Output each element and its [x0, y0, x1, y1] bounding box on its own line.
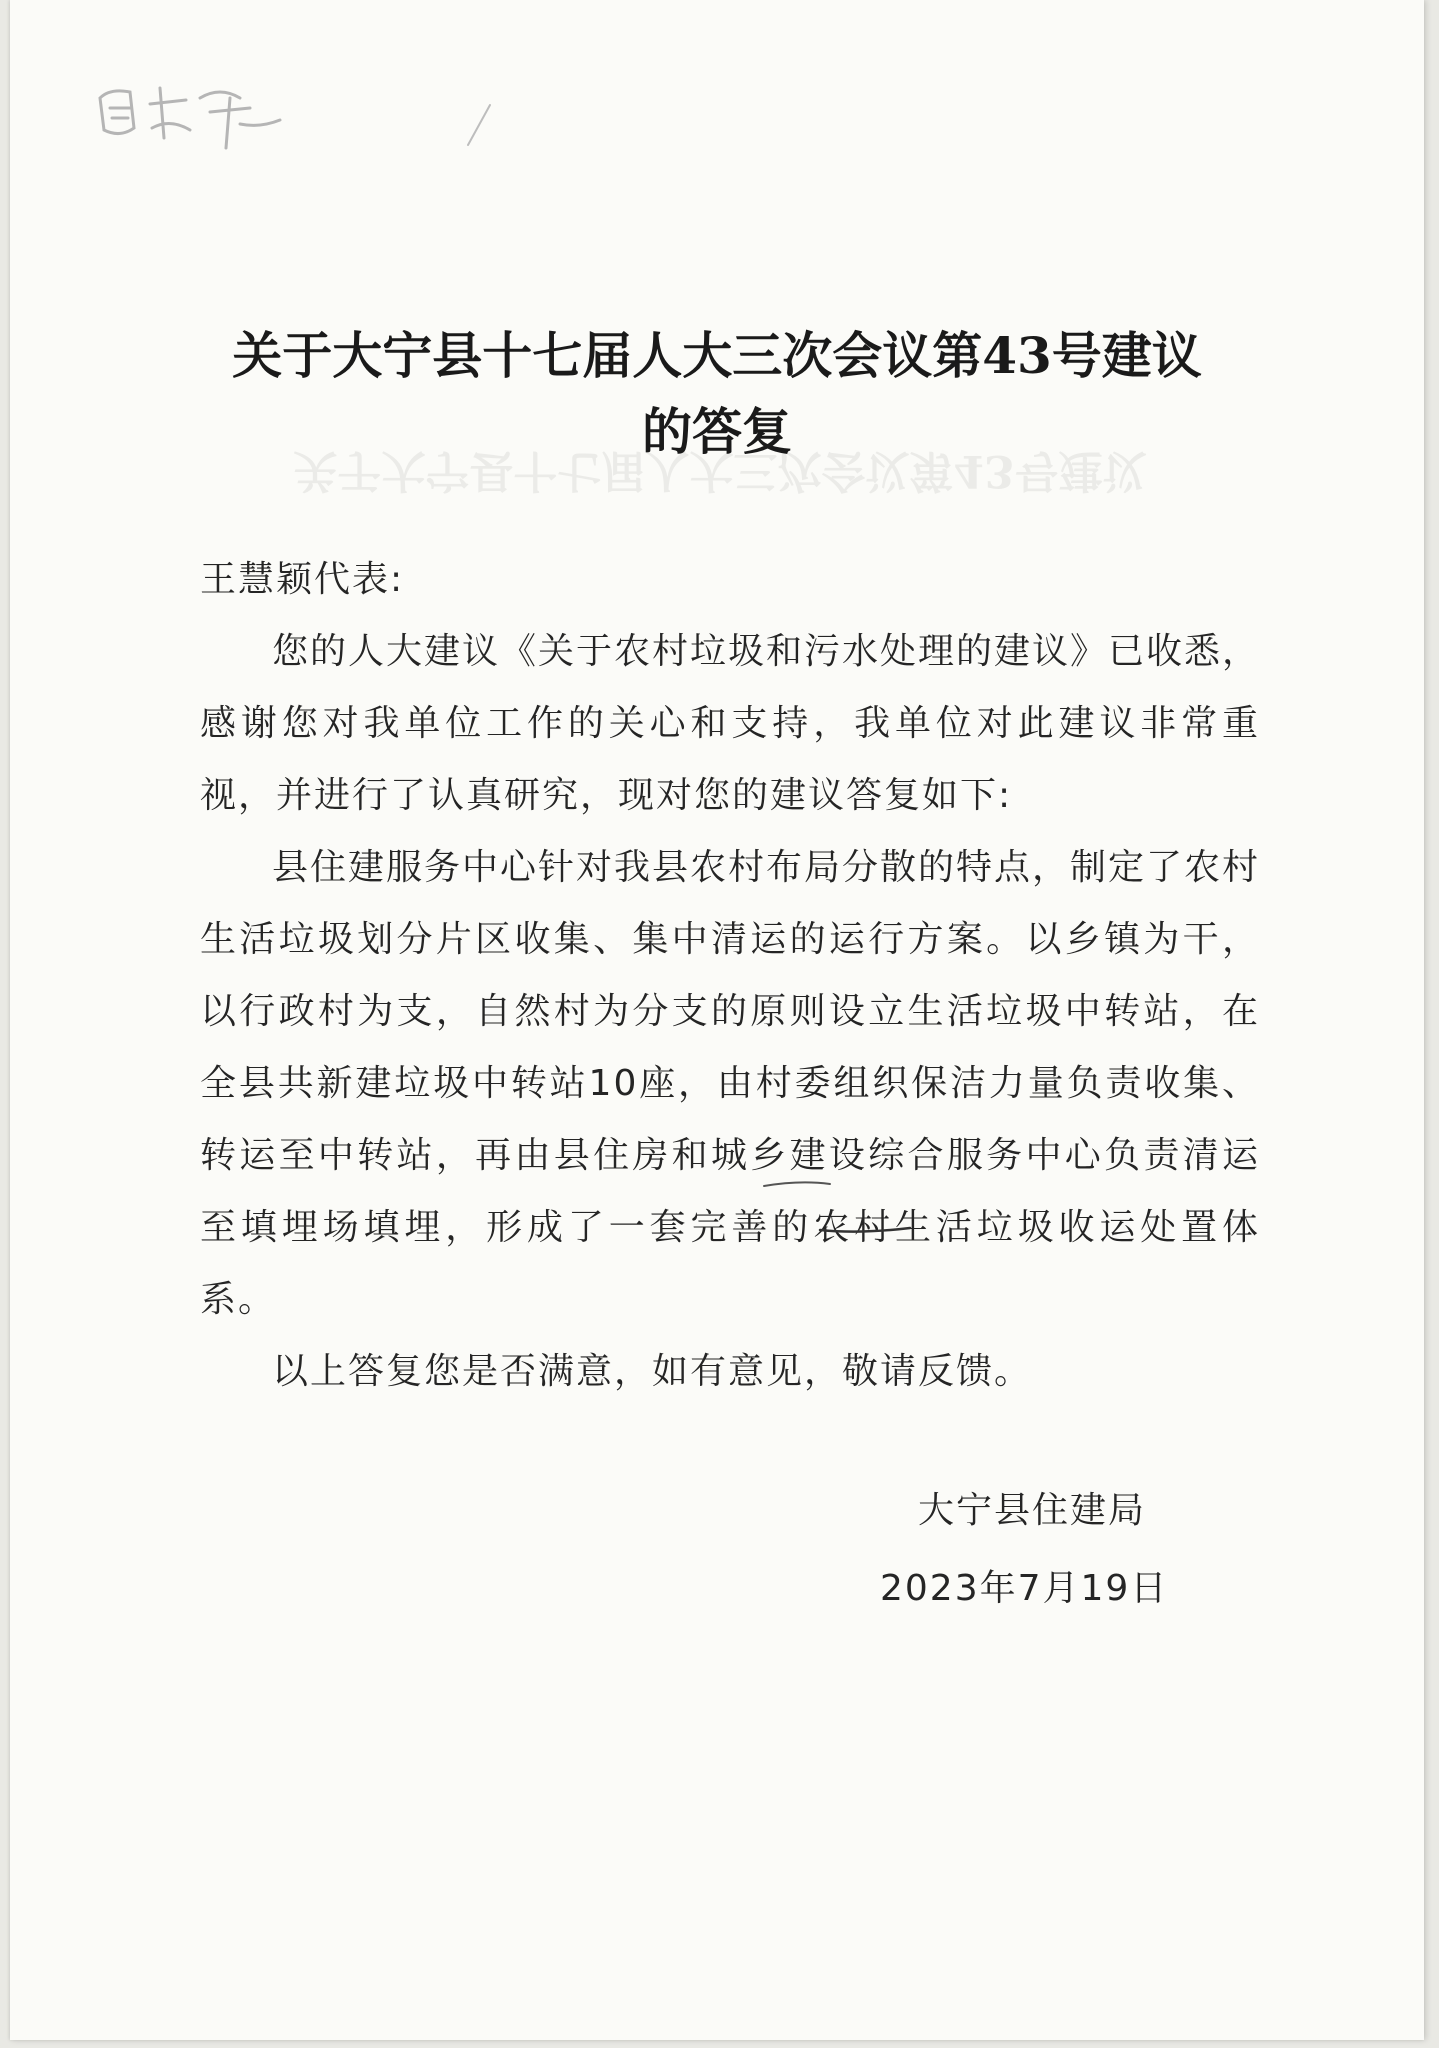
title-line-1: 关于大宁县十七届人大三次会议第43号建议 — [232, 326, 1202, 385]
salutation: 王慧颖代表: — [200, 559, 405, 600]
paragraph-response-detail: 县住建服务中心针对我县农村布局分散的特点，制定了农村生活垃圾划分片区收集、集中清运的运行方案。以乡镇为干，以行政村为支，自然村为分支的原则设立生活垃圾中转站，在全县共新建垃圾中转站10座，由村委组织保洁力量负责收集、转运至中转站，再由县住房和城乡建设综合服务中心负责清运至填埋场填埋，形成了一套完善的农村生活垃圾收运处置体系。 — [200, 847, 1261, 1320]
signature-organization: 大宁县住建局 — [918, 1490, 1147, 1531]
signature-date: 2023年7月19日 — [880, 1568, 1169, 1609]
paragraph-acknowledgement: 您的人大建议《关于农村垃圾和污水处理的建议》已收悉，感谢您对我单位工作的关心和支持，我单位对此建议非常重视，并进行了认真研究，现对您的建议答复如下: — [200, 631, 1261, 816]
title-line-2: 的答复 — [642, 402, 792, 461]
ghost-title-line: 关于大宁县十七届人大三次会议第43号建议 — [293, 445, 1147, 496]
pen-stroke-mark — [460, 100, 500, 150]
paragraph-closing: 以上答复您是否满意，如有意见，敬请反馈。 — [272, 1351, 1033, 1392]
document-page — [10, 0, 1424, 2040]
document-body — [200, 616, 1260, 1408]
handwritten-note-mark — [90, 68, 310, 158]
handwritten-underline-mark — [760, 1178, 920, 1238]
show-through-ghost-text — [220, 408, 1220, 498]
